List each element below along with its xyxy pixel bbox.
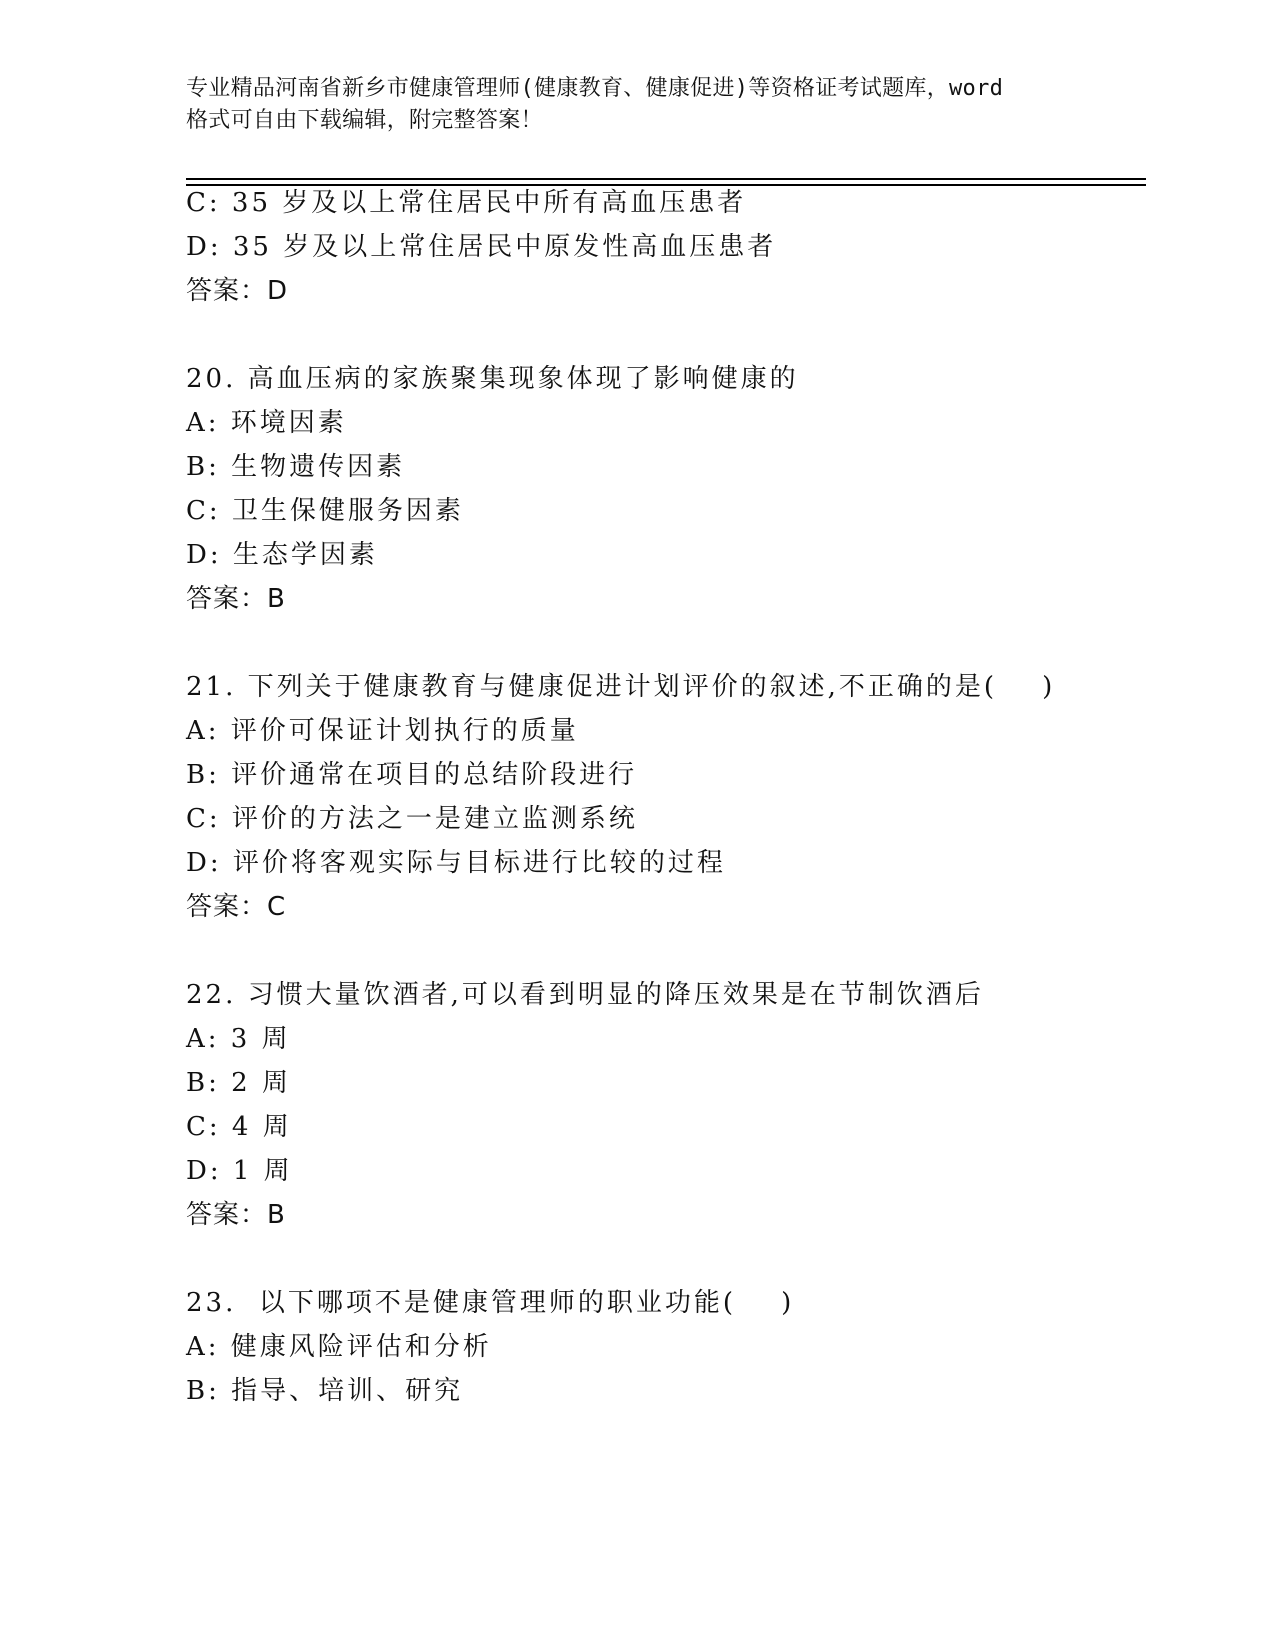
option-b: B: 指导、培训、研究 [186, 1376, 464, 1406]
option-c: C: 卫生保健服务因素 [186, 496, 464, 526]
option-c: C: 35 岁及以上常住居民中所有高血压患者 [186, 188, 747, 218]
answer: 答案：C [186, 892, 287, 922]
answer: 答案：B [186, 584, 286, 614]
answer: 答案：D [186, 276, 289, 306]
header-divider-bottom [186, 184, 1146, 186]
option-b: B: 评价通常在项目的总结阶段进行 [186, 760, 638, 790]
question-stem: 21. 下列关于健康教育与健康促进计划评价的叙述,不正确的是( ) [186, 672, 1056, 702]
question-stem: 20. 高血压病的家族聚集现象体现了影响健康的 [186, 364, 799, 394]
option-c: C: 评价的方法之一是建立监测系统 [186, 804, 638, 834]
document-header [186, 73, 1086, 137]
option-a: A: 评价可保证计划执行的质量 [186, 716, 579, 746]
option-b: B: 生物遗传因素 [186, 452, 406, 482]
answer: 答案：B [186, 1200, 286, 1230]
option-d: D: 1 周 [186, 1156, 293, 1186]
option-d: D: 35 岁及以上常住居民中原发性高血压患者 [186, 232, 777, 262]
option-d: D: 评价将客观实际与目标进行比较的过程 [186, 848, 726, 878]
question-stem: 22. 习惯大量饮酒者,可以看到明显的降压效果是在节制饮酒后 [186, 980, 984, 1010]
header-divider-top [186, 178, 1146, 180]
option-b: B: 2 周 [186, 1068, 291, 1098]
option-a: A: 健康风险评估和分析 [186, 1332, 492, 1362]
question-stem: 23. 以下哪项不是健康管理师的职业功能( ) [186, 1288, 795, 1318]
header-line-1: 专业精品河南省新乡市健康管理师(健康教育、健康促进)等资格证考试题库，word [186, 76, 1004, 101]
option-a: A: 3 周 [186, 1024, 291, 1054]
option-d: D: 生态学因素 [186, 540, 378, 570]
option-a: A: 环境因素 [186, 408, 347, 438]
header-line-2: 格式可自由下载编辑，附完整答案！ [186, 108, 543, 133]
option-c: C: 4 周 [186, 1112, 292, 1142]
